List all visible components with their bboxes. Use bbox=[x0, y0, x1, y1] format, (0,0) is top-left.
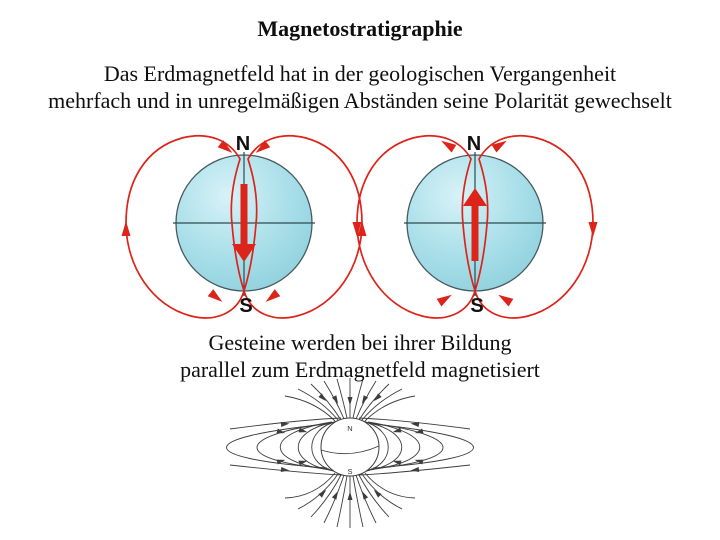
field-arrowhead-icon bbox=[281, 467, 290, 473]
field-arrowhead-icon bbox=[122, 221, 131, 236]
field-arrowhead-icon bbox=[437, 291, 454, 307]
field-arrowhead-icon bbox=[263, 289, 280, 305]
field-arrowhead-icon bbox=[348, 397, 353, 406]
left-globe-diagram bbox=[122, 133, 367, 318]
north-pole-label: N bbox=[347, 424, 353, 433]
field-arrowhead-icon bbox=[348, 492, 353, 501]
south-pole-label: S bbox=[347, 467, 353, 476]
caption-text-line1: Gesteine werden bei ihrer Bildung bbox=[208, 330, 512, 355]
field-arrowhead-icon bbox=[360, 490, 368, 500]
caption-text bbox=[0, 329, 720, 383]
north-pole-label: N bbox=[235, 133, 251, 155]
field-arrowhead-icon bbox=[410, 467, 419, 473]
intro-text-line1: Das Erdmagnetfeld hat in der geologischen Vergangenheit bbox=[103, 61, 617, 86]
south-pole-label: S bbox=[239, 295, 253, 317]
north-pole-label: N bbox=[466, 133, 482, 155]
right-globe-diagram bbox=[353, 133, 598, 318]
field-arrowhead-icon bbox=[208, 289, 225, 305]
field-arrowhead-icon bbox=[318, 488, 328, 498]
intro-text-line2: mehrfach und in unregelmäßigen Abständen seine Polarität gewechselt bbox=[48, 88, 672, 113]
field-arrowhead-icon bbox=[372, 393, 382, 403]
field-arrowhead-icon bbox=[372, 488, 382, 498]
dipole-bottom-fan bbox=[285, 473, 415, 528]
dipole-field-diagram bbox=[227, 378, 474, 528]
field-arrowhead-icon bbox=[496, 291, 513, 307]
field-arrowhead-icon bbox=[318, 393, 328, 403]
field-arrowhead-icon bbox=[589, 222, 598, 237]
field-arrowhead-icon bbox=[332, 490, 340, 500]
intro-text bbox=[0, 60, 720, 114]
south-pole-label: S bbox=[470, 295, 484, 317]
page-title: Magnetostratigraphie bbox=[257, 16, 463, 41]
caption-text-line2: parallel zum Erdmagnetfeld magnetisiert bbox=[180, 357, 540, 382]
